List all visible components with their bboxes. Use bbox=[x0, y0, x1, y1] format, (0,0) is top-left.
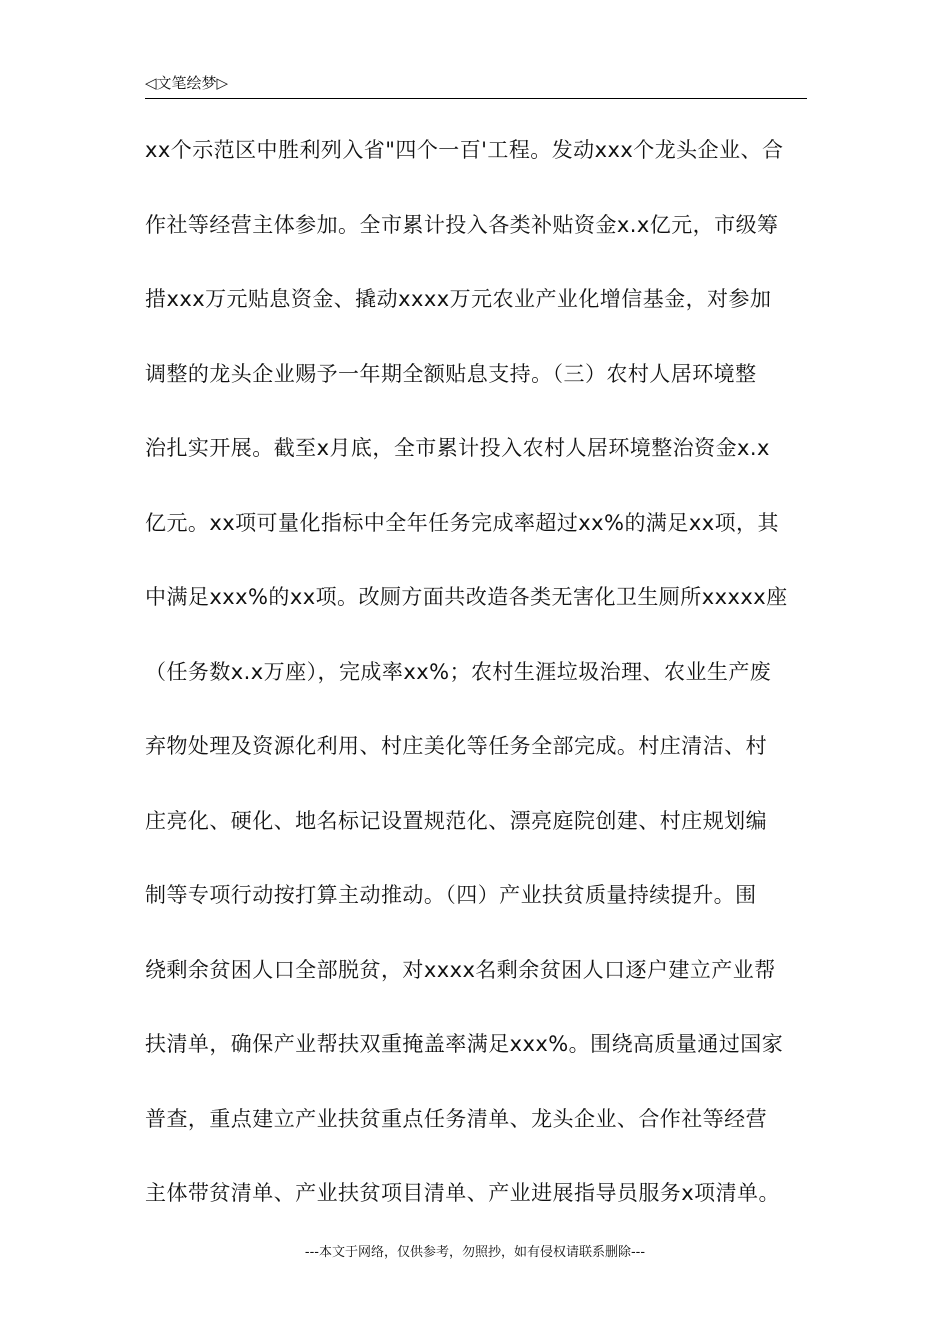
body-line: 绕剩余贫困人口全部脱贫，对xxxx名剩余贫困人口逐户建立产业帮 bbox=[145, 957, 776, 982]
body-line: 中满足xxx%的xx项。改厕方面共改造各类无害化卫生厕所xxxxx座 bbox=[145, 585, 788, 609]
page-header bbox=[145, 72, 807, 99]
body-line: 治扎实开展。截至x月底，全市累计投入农村人居环境整治资金x.x bbox=[145, 436, 770, 460]
body-line: 措xxx万元贴息资金、撬动xxxx万元农业产业化增信基金，对参加 bbox=[145, 287, 772, 311]
body-line: （任务数x.x万座），完成率xx%；农村生涯垃圾治理、农业生产废 bbox=[145, 659, 772, 684]
body-line: 亿元。xx项可量化指标中全年任务完成率超过xx%的满足xx项，其 bbox=[145, 510, 779, 535]
header-title: ◁文笔绘梦▷ bbox=[145, 74, 229, 92]
body-line: 主体带贫清单、产业扶贫项目清单、产业进展指导员服务x项清单。 bbox=[145, 1181, 780, 1205]
body-line: 制等专项行动按打算主动推动。（四）产业扶贫质量持续提升。围 bbox=[145, 883, 757, 907]
body-line: 普查，重点建立产业扶贫重点任务清单、龙头企业、合作社等经营 bbox=[145, 1106, 768, 1131]
body-line: 庄亮化、硬化、地名标记设置规范化、漂亮庭院创建、村庄规划编 bbox=[145, 808, 768, 833]
document-body bbox=[145, 133, 807, 1251]
body-line: 调整的龙头企业赐予一年期全额贴息支持。（三）农村人居环境整 bbox=[145, 361, 757, 386]
body-line: xx个示范区中胜利列入省"四个一百'工程。发动xxx个龙头企业、合 bbox=[145, 138, 784, 162]
body-line: 弃物处理及资源化利用、村庄美化等任务全部完成。村庄清洁、村 bbox=[145, 734, 768, 758]
page-footer: ---本文于网络，仅供参考，勿照抄，如有侵权请联系删除--- bbox=[304, 1245, 646, 1260]
body-line: 作社等经营主体参加。全市累计投入各类补贴资金x.x亿元，市级筹 bbox=[145, 212, 779, 237]
body-line: 扶清单，确保产业帮扶双重掩盖率满足xxx%。围绕高质量通过国家 bbox=[145, 1032, 784, 1056]
